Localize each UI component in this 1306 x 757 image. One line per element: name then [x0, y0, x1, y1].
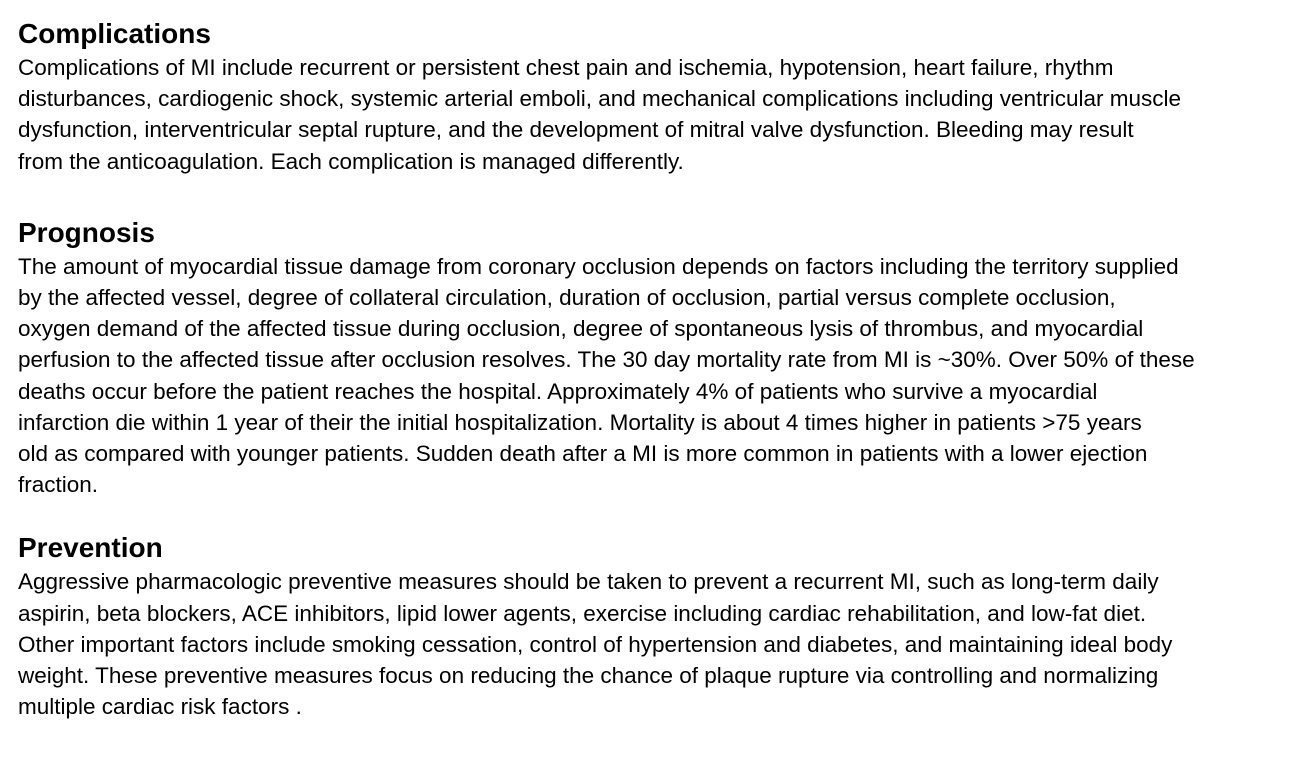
prevention-heading: Prevention: [18, 532, 163, 564]
prevention-paragraph: Aggressive pharmacologic preventive measures should be taken to prevent a recurrent MI, such as long-term daily aspirin, beta blockers, ACE inhibitors, lipid lower agents, exercise including cardiac rehabilitation, and low-fat diet. Other important factors include smoking cessation, control of hypertension and diabetes, and maintaining ideal body weight. These preventive measures focus on reducing the chance of plaque rupture via controlling and normalizing multiple cardiac risk factors .: [18, 569, 1173, 720]
prognosis-section: [18, 215, 1288, 501]
prognosis-heading: Prognosis: [18, 216, 155, 248]
complications-paragraph: Complications of MI include recurrent or persistent chest pain and ischemia, hypotension, heart failure, rhythm disturbances, cardiogenic shock, systemic arterial emboli, and mechanical complications including ventricular muscle dysfunction, interventricular septal rupture, and the development of mitral valve dysfunction. Bleeding may result from the anticoagulation. Each complication is managed differently.: [18, 55, 1182, 174]
prognosis-paragraph: The amount of myocardial tissue damage from coronary occlusion depends on factors including the territory supplied by the affected vessel, degree of collateral circulation, duration of occlusion, partial versus complete occlusion, oxygen demand of the affected tissue during occlusion, degree of spontaneous lysis of thrombus, and myocardial perfusion to the affected tissue after occlusion resolves. The 30 day mortality rate from MI is ~30%. Over 50% of these deaths occur before the patient reaches the hospital. Approximately 4% of patients who survive a myocardial infarction die within 1 year of their the initial hospitalization. Mortality is about 4 times higher in patients >75 years old as compared with younger patients. Sudden death after a MI is more common in patients with a lower ejection fraction.: [18, 253, 1195, 498]
complications-section: [18, 16, 1288, 177]
complications-heading: Complications: [18, 18, 211, 49]
document-page: [18, 16, 1288, 722]
prevention-section: [18, 530, 1288, 722]
